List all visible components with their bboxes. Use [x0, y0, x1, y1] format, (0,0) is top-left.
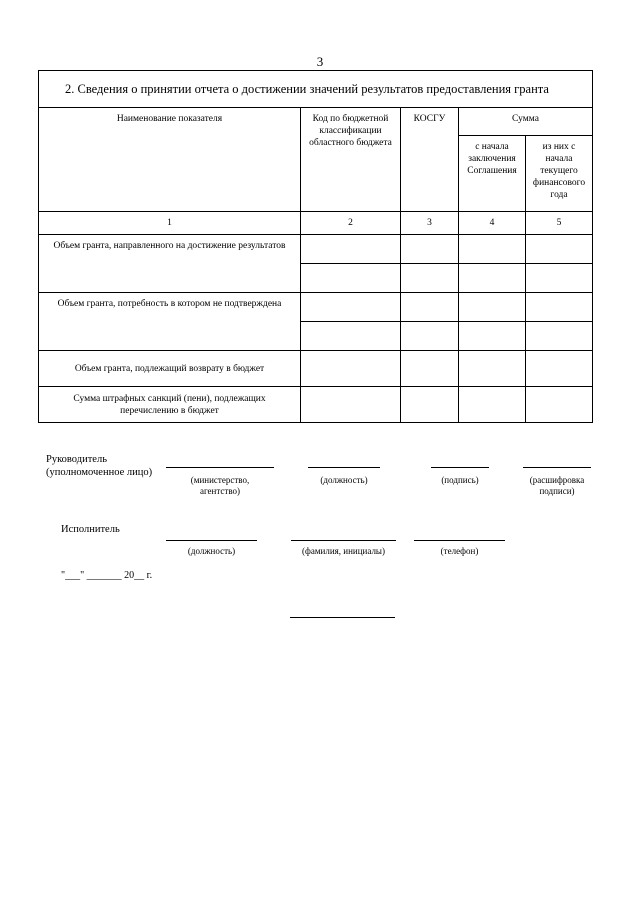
caption-executor-position: (должность)	[187, 546, 236, 556]
caption-decoding: (расшифровка подписи)	[529, 475, 585, 496]
executor-name-line	[291, 540, 396, 541]
executor-label: Исполнитель	[61, 524, 120, 535]
caption-signature: (подпись)	[441, 475, 479, 485]
row-label-grant-directed: Объем гранта, направленного на достижение результатов	[39, 235, 301, 293]
executor-phone-line	[414, 540, 505, 541]
section-title: 2. Сведения о принятии отчета о достижении значений результатов предоставления гранта	[39, 71, 593, 108]
caption-ministry: (министерство, агентство)	[190, 475, 250, 496]
row-label-penalties: Сумма штрафных санкций (пени), подлежащих перечислению в бюджет	[39, 387, 301, 423]
column-number-2: 2	[301, 212, 401, 235]
head-ministry-line	[166, 467, 274, 468]
page-number: 3	[316, 54, 324, 69]
date-line: "___" _______ 20__ г.	[61, 570, 153, 581]
header-indicator-name: Наименование показателя	[39, 108, 301, 212]
header-budget-code: Код по бюджетной классификации областного бюджета	[301, 108, 401, 212]
column-number-5: 5	[526, 212, 593, 235]
head-signature-line	[431, 467, 489, 468]
column-number-1: 1	[39, 212, 301, 235]
caption-executor-phone: (телефон)	[440, 546, 479, 556]
header-kosgu: КОСГУ	[401, 108, 459, 212]
bottom-line	[290, 617, 395, 618]
row-label-grant-unconfirmed: Объем гранта, потребность в котором не подтверждена	[39, 293, 301, 351]
caption-executor-name: (фамилия, инициалы)	[302, 546, 385, 556]
head-decoding-line	[523, 467, 591, 468]
column-number-4: 4	[459, 212, 526, 235]
row-label-grant-return: Объем гранта, подлежащий возврату в бюджет	[39, 351, 301, 387]
head-position-line	[308, 467, 380, 468]
header-sum: Сумма	[459, 108, 593, 136]
header-sum-current-year: из них с начала текущего финансового года	[526, 136, 593, 212]
header-sum-since-agreement: с начала заключения Соглашения	[459, 136, 526, 212]
executor-position-line	[166, 540, 257, 541]
column-number-3: 3	[401, 212, 459, 235]
caption-position: (должность)	[320, 475, 368, 485]
head-label: Руководитель (уполномоченное лицо)	[46, 454, 153, 478]
